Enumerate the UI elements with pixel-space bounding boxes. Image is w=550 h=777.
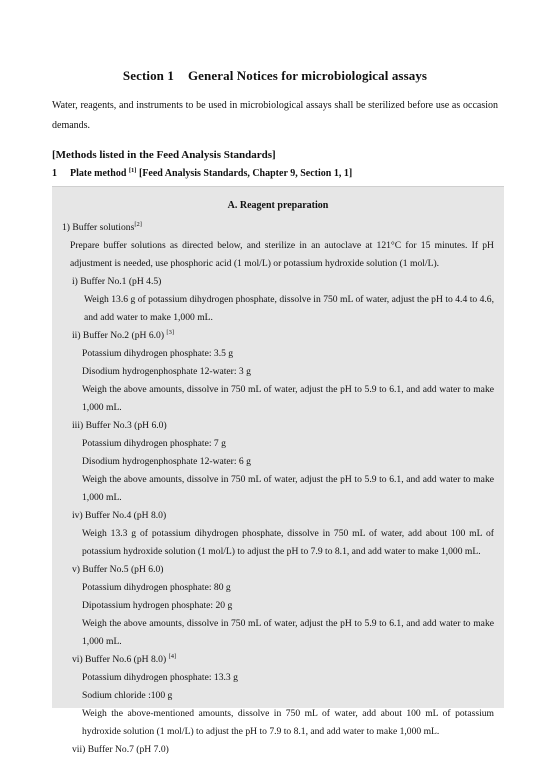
buffer-name [52,651,504,669]
buffer-ingredient: Potassium dihydrogen phosphate: 3.5 g [82,348,234,359]
reagent-preparation-box [52,186,504,755]
buffer-instruction: Weigh the above amounts, dissolve in 750 mL of water, adjust the pH to 5.9 to 6.1, and add water to make 1,000 mL. [82,474,494,503]
buffer-ingredient: Disodium hydrogenphosphate 12-water: 6 g [82,456,251,467]
section-title-text: General Notices for microbiological assays [187,68,428,83]
methods-heading: [Methods listed in the Feed Analysis Standards] [52,149,276,161]
buffer-name-text: vi) Buffer No.6 (pH 8.0) [72,654,167,665]
buffer-name: v) Buffer No.5 (pH 6.0) [72,564,164,575]
buffer-ingredient: Sodium chloride :100 g [82,690,173,701]
box-title: A. Reagent preparation [227,200,329,211]
buffer-solutions-label: 1) Buffer solutions [62,222,135,233]
buffer-name: vii) Buffer No.7 (pH 7.0) [72,744,169,755]
buffer-ingredient: Potassium dihydrogen phosphate: 13.3 g [82,672,238,683]
buffer-ingredient: Potassium dihydrogen phosphate: 80 g [82,582,231,593]
buffer-ingredient: Disodium hydrogenphosphate 12-water: 3 g [82,366,251,377]
buffer-name: iv) Buffer No.4 (pH 8.0) [72,510,167,521]
buffer-ref: [3] [166,329,175,336]
plate-method-source: [Feed Analysis Standards, Chapter 9, Section 1, 1] [138,168,353,179]
section-title [0,68,550,84]
buffer-solutions-heading [52,219,504,237]
plate-method-ref: [1] [128,167,137,174]
box-content [52,219,504,759]
plate-method-number: 1 [52,168,57,179]
buffer-solutions-description: Prepare buffer solutions as directed below, and sterilize in an autoclave at 121°C for 15 minutes. If pH adjustment is needed, use phosphoric acid (1 mol/L) or potassium hydroxide solution (1 mol/L). [70,240,494,269]
buffer-instruction: Weigh 13.6 g of potassium dihydrogen phosphate, dissolve in 750 mL of water, adjust the pH to 4.4 to 4.6, and add water to make 1,000 mL. [84,294,494,323]
buffer-instruction: Weigh the above-mentioned amounts, dissolve in 750 mL of water, add about 100 mL of potassium hydroxide solution (1 mol/L) to adjust the pH to 7.9 to 8.1, and add water to make 1,000 mL. [82,708,494,737]
buffer-name: iii) Buffer No.3 (pH 6.0) [72,420,167,431]
section-number: Section 1 [122,68,174,83]
plate-method-heading [52,168,352,179]
buffer-name [52,327,504,345]
buffer-instruction: Weigh the above amounts, dissolve in 750 mL of water, adjust the pH to 5.9 to 6.1, and add water to make 1,000 mL. [82,384,494,413]
intro-paragraph: Water, reagents, and instruments to be used in microbiological assays shall be sterilized before use as occasion demands. [52,100,498,131]
plate-method-label: Plate method [70,168,127,179]
buffer-solutions-ref: [2] [134,221,142,228]
buffer-ingredient: Potassium dihydrogen phosphate: 7 g [82,438,226,449]
buffer-instruction: Weigh 13.3 g of potassium dihydrogen phosphate, dissolve in 750 mL of water, add about 100 mL of potassium hydroxide solution (1 mol/L) to adjust the pH to 7.9 to 8.1, and add water to make 1,000 mL. [82,528,494,557]
buffer-name-text: ii) Buffer No.2 (pH 6.0) [72,330,165,341]
buffer-name: i) Buffer No.1 (pH 4.5) [72,276,162,287]
buffer-instruction: Weigh the above amounts, dissolve in 750 mL of water, adjust the pH to 5.9 to 6.1, and add water to make 1,000 mL. [82,618,494,647]
buffer-ingredient: Dipotassium hydrogen phosphate: 20 g [82,600,233,611]
buffer-ref: [4] [168,653,177,660]
